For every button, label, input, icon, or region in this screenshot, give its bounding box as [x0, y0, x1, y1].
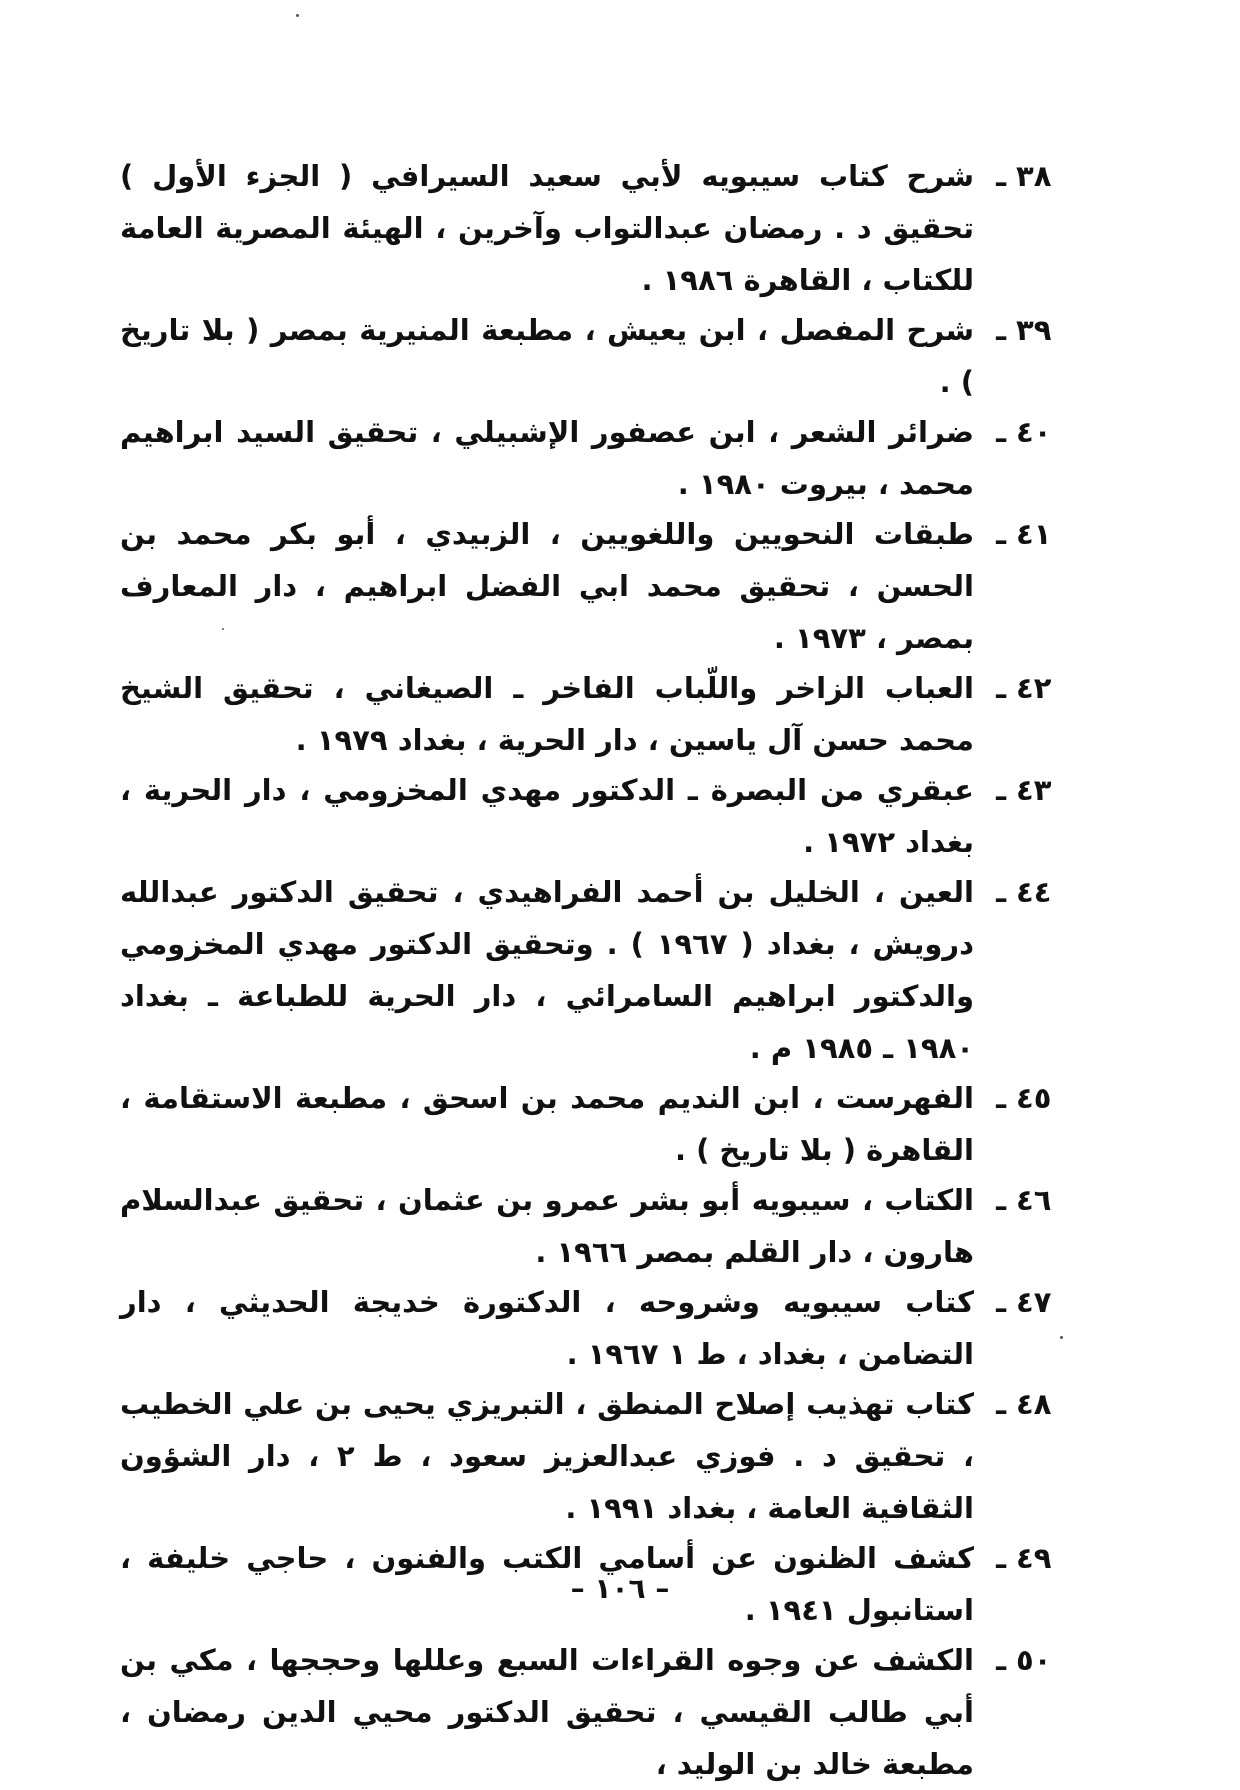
bibliography-entry: [120, 1174, 1060, 1278]
entry-dash: ـ: [996, 1387, 1006, 1421]
entry-dash: ـ: [996, 1643, 1006, 1677]
entry-text: العين ، الخليل بن أحمد الفراهيدي ، تحقيق الدكتور عبدالله درويش ، بغداد ( ١٩٦٧ ) . وتحقيق الدكتور مهدي المخزومي والدكتور ابراهيم السامرائي ، دار الحرية للطباعة ـ بغداد ١٩٨٠ ـ ١٩٨٥ م .: [120, 875, 974, 1065]
entry-dash: ـ: [996, 313, 1006, 347]
entry-text: شرح كتاب سيبويه لأبي سعيد السيرافي ( الجزء الأول ) تحقيق د . رمضان عبدالتواب وآخرين ، الهيئة المصرية العامة للكتاب ، القاهرة ١٩٨٦ .: [120, 159, 974, 297]
entry-number: ٤٩: [1016, 1541, 1052, 1575]
entry-number: ٤٨: [1016, 1387, 1052, 1421]
entry-dash: ـ: [996, 415, 1006, 449]
entry-text: شرح المفصل ، ابن يعيش ، مطبعة المنيرية بمصر ( بلا تاريخ ) .: [120, 313, 974, 399]
entry-text: طبقات النحويين واللغويين ، الزبيدي ، أبو بكر محمد بن الحسن ، تحقيق محمد ابي الفضل ابراهيم ، دار المعارف بمصر ، ١٩٧٣ .: [120, 517, 974, 655]
entry-text: العباب الزاخر واللّباب الفاخر ـ الصيغاني ، تحقيق الشيخ محمد حسن آل ياسين ، دار الحرية ، بغداد ١٩٧٩ .: [120, 671, 974, 757]
entry-dash: ـ: [996, 1285, 1006, 1319]
entry-text: كشف الظنون عن أسامي الكتب والفنون ، حاجي خليفة ، استانبول ١٩٤١ .: [120, 1541, 974, 1627]
scan-speck: [296, 14, 299, 17]
entry-dash: ـ: [996, 159, 1006, 193]
entry-dash: ـ: [996, 875, 1006, 909]
bibliography-entry: [120, 662, 1060, 766]
entry-number: ٤١: [1016, 517, 1052, 551]
entry-text: كتاب تهذيب إصلاح المنطق ، التبريزي يحيى بن علي الخطيب ، تحقيق د . فوزي عبدالعزيز سعود ، ط ٢ ، دار الشؤون الثقافية العامة ، بغداد ١٩٩١ .: [120, 1387, 974, 1525]
entry-number: ٤٧: [1016, 1285, 1052, 1319]
entry-text: الكشف عن وجوه القراءات السبع وعللها وحججها ، مكي بن أبي طالب القيسي ، تحقيق الدكتور محيي الدين رمضان ، مطبعة خالد بن الوليد ،: [120, 1643, 974, 1781]
bibliography-entry: [120, 1276, 1060, 1380]
entry-dash: ـ: [996, 1081, 1006, 1115]
entry-dash: ـ: [996, 671, 1006, 705]
bibliography-entry: [120, 150, 1060, 306]
entry-number: ٤٥: [1016, 1081, 1052, 1115]
bibliography-entry: [120, 406, 1060, 510]
entry-dash: ـ: [996, 1541, 1006, 1575]
bibliography-entry: [120, 508, 1060, 664]
entry-text: عبقري من البصرة ـ الدكتور مهدي المخزومي ، دار الحرية ، بغداد ١٩٧٢ .: [120, 773, 974, 859]
bibliography-list: [120, 150, 1060, 1788]
entry-number: ٤٤: [1016, 875, 1052, 909]
entry-dash: ـ: [996, 517, 1006, 551]
entry-number: ٣٨: [1016, 159, 1052, 193]
page-number: – ١٠٦ –: [570, 1572, 670, 1605]
bibliography-entry: [120, 1072, 1060, 1176]
entry-number: ٤٢: [1016, 671, 1052, 705]
scan-speck: [1060, 1336, 1063, 1339]
entry-number: ٤٦: [1016, 1183, 1052, 1217]
entry-text: الفهرست ، ابن النديم محمد بن اسحق ، مطبعة الاستقامة ، القاهرة ( بلا تاريخ ) .: [120, 1081, 974, 1167]
entry-text: كتاب سيبويه وشروحه ، الدكتورة خديجة الحديثي ، دار التضامن ، بغداد ، ط ١ ١٩٦٧ .: [120, 1285, 974, 1371]
entry-dash: ـ: [996, 773, 1006, 807]
entry-number: ٣٩: [1016, 313, 1052, 347]
bibliography-entry: [120, 1378, 1060, 1534]
entry-number: ٤٠: [1016, 415, 1052, 449]
bibliography-entry: [120, 1634, 1060, 1790]
bibliography-entry: [120, 764, 1060, 868]
entry-number: ٥٠: [1016, 1643, 1052, 1677]
bibliography-entry: [120, 304, 1060, 408]
entry-number: ٤٣: [1016, 773, 1052, 807]
entry-text: ضرائر الشعر ، ابن عصفور الإشبيلي ، تحقيق السيد ابراهيم محمد ، بيروت ١٩٨٠ .: [120, 415, 974, 501]
entry-dash: ـ: [996, 1183, 1006, 1217]
entry-text: الكتاب ، سيبويه أبو بشر عمرو بن عثمان ، تحقيق عبدالسلام هارون ، دار القلم بمصر ١٩٦٦ .: [120, 1183, 974, 1269]
bibliography-entry: [120, 866, 1060, 1074]
